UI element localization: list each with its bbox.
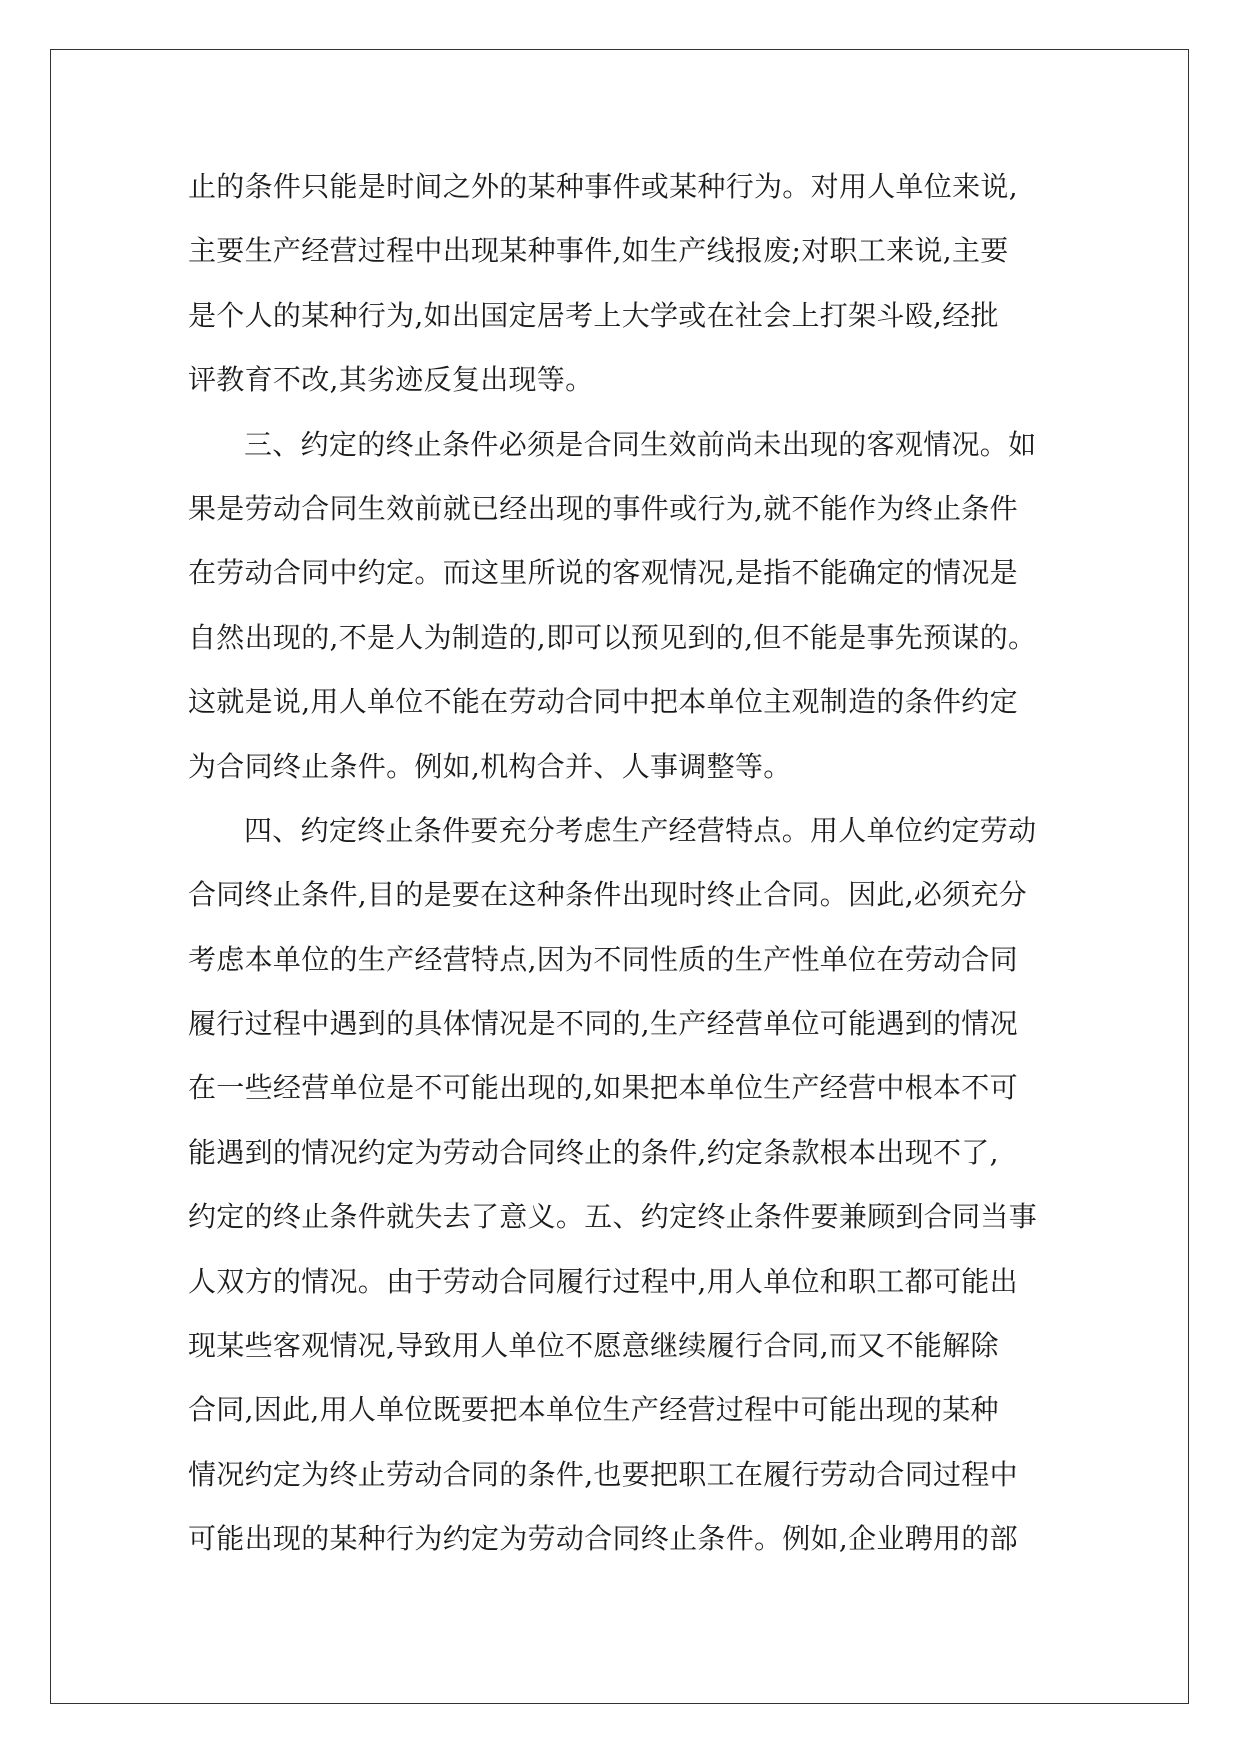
text-line: 在一些经营单位是不可能出现的,如果把本单位生产经营中根本不可 <box>188 1071 1018 1105</box>
text-line: 自然出现的,不是人为制造的,即可以预见到的,但不能是事先预谋的。 <box>188 620 1037 654</box>
text-line: 这就是说,用人单位不能在劳动合同中把本单位主观制造的条件约定 <box>188 685 1018 719</box>
text-line: 考虑本单位的生产经营特点,因为不同性质的生产性单位在劳动合同 <box>188 942 1018 976</box>
text-line: 止的条件只能是时间之外的某种事件或某种行为。对用人单位来说, <box>188 170 1018 203</box>
text-line: 为合同终止条件。例如,机构合并、人事调整等。 <box>188 749 792 783</box>
text-line: 果是劳动合同生效前就已经出现的事件或行为,就不能作为终止条件 <box>188 491 1018 525</box>
document-body <box>188 155 1068 1572</box>
text-line: 人双方的情况。由于劳动合同履行过程中,用人单位和职工都可能出 <box>188 1264 1018 1298</box>
text-line: 评教育不改,其劣迹反复出现等。 <box>188 363 594 397</box>
text-line: 是个人的某种行为,如出国定居考上大学或在社会上打架斗殴,经批 <box>188 298 999 332</box>
text-line: 主要生产经营过程中出现某种事件,如生产线报废;对职工来说,主要 <box>188 234 1009 268</box>
text-line: 能遇到的情况约定为劳动合同终止的条件,约定条款根本出现不了, <box>188 1135 999 1169</box>
text-line: 合同终止条件,目的是要在这种条件出现时终止合同。因此,必须充分 <box>188 878 1028 912</box>
text-line: 可能出现的某种行为约定为劳动合同终止条件。例如,企业聘用的部 <box>188 1522 1018 1556</box>
text-line: 四、约定终止条件要充分考虑生产经营特点。用人单位约定劳动 <box>244 813 1037 847</box>
text-line: 三、约定的终止条件必须是合同生效前尚未出现的客观情况。如 <box>244 427 1037 461</box>
text-line: 现某些客观情况,导致用人单位不愿意继续履行合同,而又不能解除 <box>188 1329 999 1363</box>
text-line: 约定的终止条件就失去了意义。五、约定终止条件要兼顾到合同当事 <box>188 1200 1038 1234</box>
text-line: 在劳动合同中约定。而这里所说的客观情况,是指不能确定的情况是 <box>188 556 1018 590</box>
text-line: 履行过程中遇到的具体情况是不同的,生产经营单位可能遇到的情况 <box>188 1007 1018 1041</box>
text-line: 情况约定为终止劳动合同的条件,也要把职工在履行劳动合同过程中 <box>188 1457 1018 1491</box>
text-line: 合同,因此,用人单位既要把本单位生产经营过程中可能出现的某种 <box>188 1393 999 1427</box>
